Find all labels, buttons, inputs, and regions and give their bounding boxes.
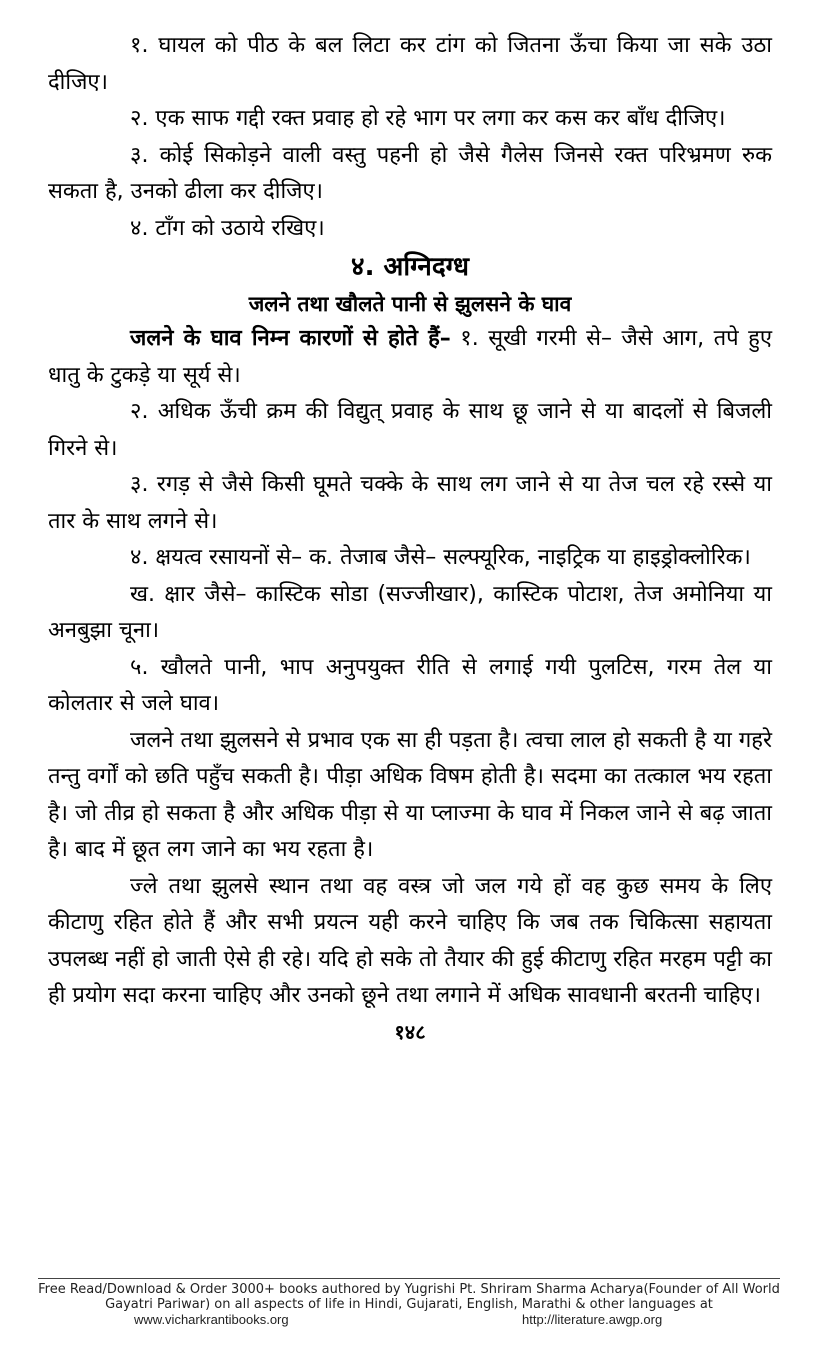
paragraph-2: २. एक साफ गद्दी रक्त प्रवाह हो रहे भाग पर लगा कर कस कर बाँध दीजिए। [130, 106, 726, 131]
page-number: १४८ [394, 1019, 426, 1044]
paragraph-6: २. अधिक ऊँची क्रम की विद्युत् प्रवाह के साथ छू जाने से या बादलों से बिजली गिरने से। [48, 399, 772, 461]
paragraph-7: ३. रगड़ से जैसे किसी घूमते चक्के के साथ लग जाने से या तेज चल रहे रस्से या तार के साथ लगने से। [48, 472, 772, 534]
section-subheading: जलने तथा खौलते पानी से झुलसने के घाव [248, 292, 572, 316]
paragraph-3: ३. कोई सिकोड़ने वाली वस्तु पहनी हो जैसे गैलेस जिनसे रक्त परिभ्रमण रुक सकता है, उनको ढीला कर दीजिए। [48, 142, 772, 204]
footer-text: Free Read/Download & Order 3000+ books authored by Yugrishi Pt. Shriram Sharma Acharya(Founder of All World Gayatri Pariwar) on all aspects of life in Hindi, Gujarati, English, Marathi & other languages at [38, 1282, 780, 1312]
paragraph-5-lead: जलने के घाव निम्न कारणों से होते हैं– [130, 326, 451, 351]
paragraph-5-rest: १. सूखी गरमी से– जैसे आग, तपे हुए धातु के टुकड़े या सूर्य से। [48, 326, 772, 388]
paragraph-9: ख. क्षार जैसे– कास्टिक सोडा (सज्जीखार), कास्टिक पोटाश, तेज अमोनिया या अनबुझा चूना। [48, 581, 772, 643]
paragraph-10: ५. खौलते पानी, भाप अनुपयुक्त रीति से लगाई गयी पुलटिस, गरम तेल या कोलतार से जले घाव। [48, 654, 772, 716]
paragraph-12: ज्ले तथा झुलसे स्थान तथा वह वस्त्र जो जल गये हों वह कुछ समय के लिए कीटाणु रहित होते हैं और सभी प्रयत्न यही करने चाहिए कि जब तक चिकित्सा सहायता उपलब्ध नहीं हो जाती ऐसे ही रहे। यदि हो सके तो तैयार की हुई कीटाणु रहित मरहम पट्टी का ही प्रयोग सदा करना चाहिए और उनको छूने तथा लगाने में अधिक सावधानी बरतनी चाहिए। [48, 873, 772, 1008]
footer-divider [38, 1278, 780, 1279]
footer-link-vicharkranti[interactable]: www.vicharkrantibooks.org [134, 1312, 289, 1327]
page-body [48, 28, 772, 1047]
paragraph-4: ४. टाँग को उठाये रखिए। [130, 215, 325, 241]
section-heading: ४. अग्निदग्ध [351, 252, 469, 282]
paragraph-1: १. घायल को पीठ के बल लिटा कर टांग को जितना ऊँचा किया जा सके उठा दीजिए। [48, 33, 772, 95]
footer-link-awgp[interactable]: http://literature.awgp.org [522, 1312, 663, 1327]
paragraph-8: ४. क्षयत्व रसायनों से– क. तेजाब जैसे– सल्फ्यूरिक, नाइट्रिक या हाइड्रोक्लोरिक। [130, 545, 751, 570]
paragraph-5 [48, 321, 772, 394]
paragraph-11: जलने तथा झुलसने से प्रभाव एक सा ही पड़ता है। त्वचा लाल हो सकती है या गहरे तन्तु वर्गों को छति पहुँच सकती है। पीड़ा अधिक विषम होती है। सदमा का तत्काल भय रहता है। जो तीव्र हो सकता है और अधिक पीड़ा से या प्लाज्मा के घाव में निकल जाने से बढ़ जाता है। बाद में छूत लग जाने का भय रहता है। [48, 727, 772, 862]
